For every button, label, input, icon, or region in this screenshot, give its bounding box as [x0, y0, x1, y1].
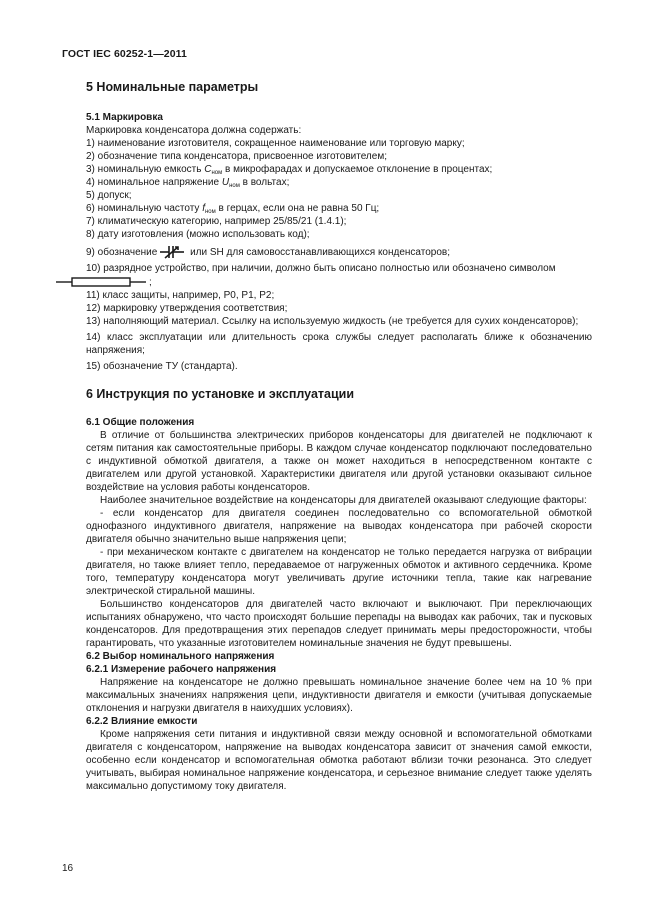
marking-item-6-text-b: в герцах, если она не равна 50 Гц; — [215, 203, 380, 214]
frequency-subscript: ном — [204, 209, 216, 215]
subsection-6-1-heading: 6.1 Общие положения — [86, 417, 195, 428]
marking-item-10-end: ; — [149, 276, 152, 288]
marking-intro: Маркировка конденсатора должна содержать: — [86, 125, 302, 136]
marking-item-4-text-b: в вольтах; — [239, 177, 290, 188]
subsection-6-2-heading: 6.2 Выбор номинального напряжения — [86, 651, 275, 662]
subsection-6-2-2-heading: 6.2.2 Влияние емкости — [86, 716, 198, 727]
marking-item-6 — [86, 202, 592, 215]
voltage-subscript: ном — [229, 183, 240, 189]
capacitance-influence-paragraph: Кроме напряжения сети питания и индуктивной связи между основной и вспомогательной обмотками двигателя с конденсатором, напряжение на выводах конденсатора зависит от значения самой емкости, особенно если конденсатор и вспомогательная обмотка работают вблизи точки резонанса. Это следует учитывать, выбирая номинальное напряжение конденсатора, и серьезное внимание следует также уделять максимально допустимому току двигателя. — [86, 729, 592, 792]
discharge-device-symbol-row — [56, 275, 592, 289]
rated-voltage-paragraph: Напряжение на конденсаторе не должно превышать номинальное значение более чем на 10 % при максимальных значениях напряжения цепи, индуктивности двигателя и емкости (учитывая допускаемые отклонения и нагрузки двигателя в наихудших условиях). — [86, 677, 592, 714]
marking-item-12: 12) маркировку утверждения соответствия; — [86, 303, 288, 314]
page-number: 16 — [62, 863, 74, 874]
marking-item-5: 5) допуск; — [86, 190, 132, 201]
general-paragraph-2: Наиболее значительное воздействие на конденсаторы для двигателей оказывают следующие факторы: — [100, 495, 587, 506]
marking-item-7: 7) климатическую категорию, например 25/85/21 (1.4.1); — [86, 216, 347, 227]
general-paragraph-1: В отличие от большинства электрических приборов конденсаторы для двигателей не подключают к сетям питания как самостоятельные приборы. В каждом случае конденсатор подключают последовательно с индуктивной обмоткой двигателя, а также он может находиться в непосредственном контакте с двигателем или другой установкой. Характеристики двигателя или другой установки оказывают сильное воздействие на условия работы конденсаторов. — [86, 430, 592, 493]
capacitance-symbol: C — [204, 164, 212, 175]
page-content — [86, 80, 592, 793]
marking-item-1: 1) наименование изготовителя, сокращенное наименование или торговую марку; — [86, 138, 465, 149]
section-6-heading: 6 Инструкция по установке и эксплуатации — [86, 387, 355, 401]
marking-item-14: 14) класс эксплуатации или длительность срока службы следует располагать ближе к обозначению напряжения; — [86, 332, 592, 356]
general-paragraph-4: - при механическом контакте с двигателем на конденсатор не только передается нагрузка от вибрации двигателя, но также влияет тепло, передаваемое от нагруженных обмоток и активного сердечника. Кроме того, температуру конденсатора могут увеличивать другие источники тепла, такие как нагревание электрической стиральной машины. — [86, 547, 592, 597]
marking-item-4 — [86, 176, 592, 189]
general-paragraph-3: - если конденсатор для двигателя соединен последовательно со вспомогательной обмоткой однофазного индуктивного двигателя, напряжение на выводах конденсатора при рабочей скорости двигателя обычно значительно выше напряжения цепи; — [86, 508, 592, 545]
general-paragraph-5: Большинство конденсаторов для двигателей часто включают и выключают. При переключающих испытаниях обнаружено, что часто происходят большие перепады на выводах как рабочих, так и пусковых конденсаторов. Для предотвращения этих перепадов следует принимать меры предосторожности, чтобы гарантировать, что указанные изготовителем номинальные значения не будут превышены. — [86, 599, 592, 649]
section-5-heading: 5 Номинальные параметры — [86, 80, 259, 94]
marking-item-2: 2) обозначение типа конденсатора, присвоенное изготовителем; — [86, 151, 387, 162]
marking-item-3-text-a: 3) номинальную емкость — [86, 164, 205, 175]
marking-item-6-text-a: 6) номинальную частоту — [86, 203, 203, 214]
discharge-device-symbol-icon — [56, 275, 146, 289]
marking-item-9-text-a: 9) обозначение — [86, 247, 158, 258]
self-healing-capacitor-symbol-icon — [159, 244, 185, 260]
marking-item-9-text-b: или SH для самовосстанавливающихся конденсаторов; — [187, 247, 451, 258]
marking-item-15: 15) обозначение ТУ (стандарта). — [86, 361, 238, 372]
subsection-6-2-1-heading: 6.2.1 Измерение рабочего напряжения — [86, 664, 277, 675]
marking-item-3 — [86, 163, 592, 176]
subsection-5-1-heading: 5.1 Маркировка — [86, 112, 163, 123]
marking-item-11: 11) класс защиты, например, P0, P1, P2; — [86, 290, 275, 301]
marking-item-13: 13) наполняющий материал. Ссылку на используемую жидкость (не требуется для сухих конденсаторов); — [86, 316, 579, 327]
capacitance-subscript: ном — [211, 170, 223, 176]
frequency-symbol: f — [202, 203, 205, 214]
marking-item-3-text-b: в микрофарадах и допускаемое отклонение в процентах; — [222, 164, 493, 175]
marking-item-10: 10) разрядное устройство, при наличии, должно быть описано полностью или обозначено символом — [86, 263, 556, 274]
marking-item-8: 8) дату изготовления (можно использовать код); — [86, 229, 310, 240]
marking-item-9 — [86, 244, 592, 260]
voltage-symbol: U — [221, 177, 230, 188]
running-header: ГОСТ IEC 60252-1—2011 — [62, 48, 187, 60]
marking-item-4-text-a: 4) номинальное напряжение — [86, 177, 222, 188]
